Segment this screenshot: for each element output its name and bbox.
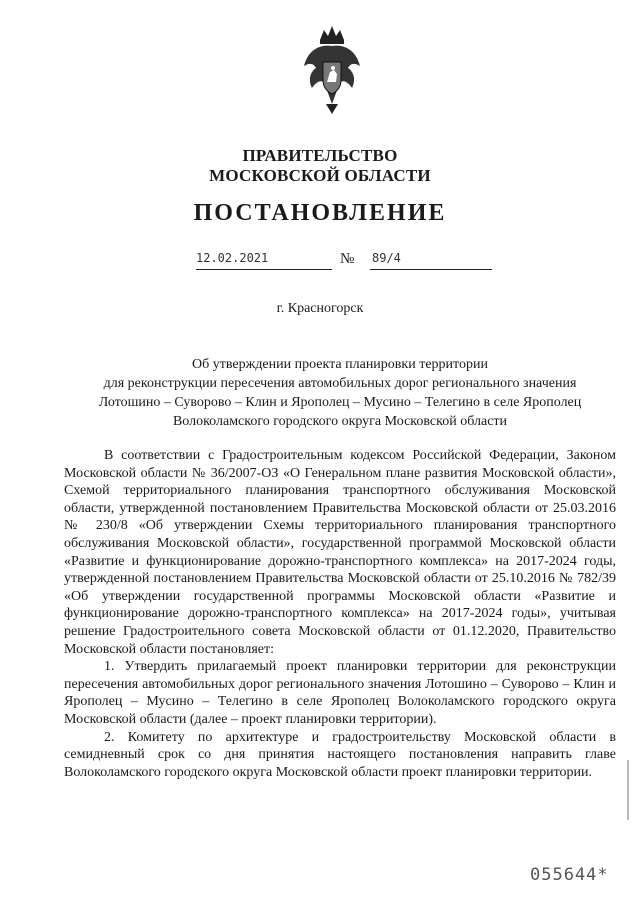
subject-line-1: Об утверждении проекта планировки территории: [192, 357, 488, 372]
number-underline: [370, 269, 492, 270]
date-underline: [196, 269, 332, 270]
resolution-item-1: 1. Утвердить прилагаемый проект планировки территории для реконструкции пересечения автомобильных дорог регионального значения Лотошино – Суворово – Клин и Ярополец – Мусино – Телегино в селе Ярополец Волоколамского городского округа Московской области (далее – проект планировки территории).: [64, 659, 616, 727]
document-subject: [60, 355, 620, 431]
issuing-authority: [0, 146, 640, 186]
subject-line-2: для реконструкции пересечения автомобильных дорог регионального значения: [103, 376, 577, 391]
issue-city: г. Красногорск: [276, 301, 364, 316]
authority-line-2: МОСКОВСКОЙ ОБЛАСТИ: [209, 166, 431, 185]
document-body: [64, 447, 616, 781]
subject-line-4: Волоколамского городского округа Московской области: [172, 414, 508, 429]
document-number: 89/4: [372, 251, 401, 265]
authority-line-1: ПРАВИТЕЛЬСТВО: [242, 146, 398, 165]
registration-number: 055644*: [530, 865, 609, 885]
coat-of-arms-icon: [300, 22, 364, 118]
number-sign: №: [340, 251, 355, 267]
preamble-paragraph: В соответствии с Градостроительным кодексом Российской Федерации, Законом Московской области № 36/2007-ОЗ «О Генеральном плане развития Московской области», Схемой территориального планирования транспортного обслуживания Московской области, утвержденной постановлением Правительства Московской области от 25.03.2016 № 230/8 «Об утверждении Схемы территориального планирования транспортного обслуживания Московской области», государственной программой Московской области «Развитие и функционирование дорожно-транспортного комплекса» на 2017-2024 годы, утвержденной постановлением Правительства Московской области от 25.10.2016 № 782/39 «Об утверждении государственной программы Московской области «Развитие и функционирование дорожно-транспортного комплекса» на 2017-2024 годы», учитывая решение Градостроительного совета Московской области от 01.12.2020, Правительство Московской области постановляет:: [64, 448, 616, 657]
document-type-title: ПОСТАНОВЛЕНИЕ: [193, 200, 447, 226]
resolution-item-2: 2. Комитету по архитектуре и градостроительству Московской области в семидневный срок со дня принятия настоящего постановления направить главе Волоколамского городского округа Московской области проект планировки территории.: [64, 729, 616, 780]
document-date: 12.02.2021: [196, 251, 269, 265]
scan-margin-mark: [627, 760, 629, 820]
subject-line-3: Лотошино – Суворово – Клин и Ярополец – Мусино – Телегино в селе Ярополец: [98, 395, 582, 410]
